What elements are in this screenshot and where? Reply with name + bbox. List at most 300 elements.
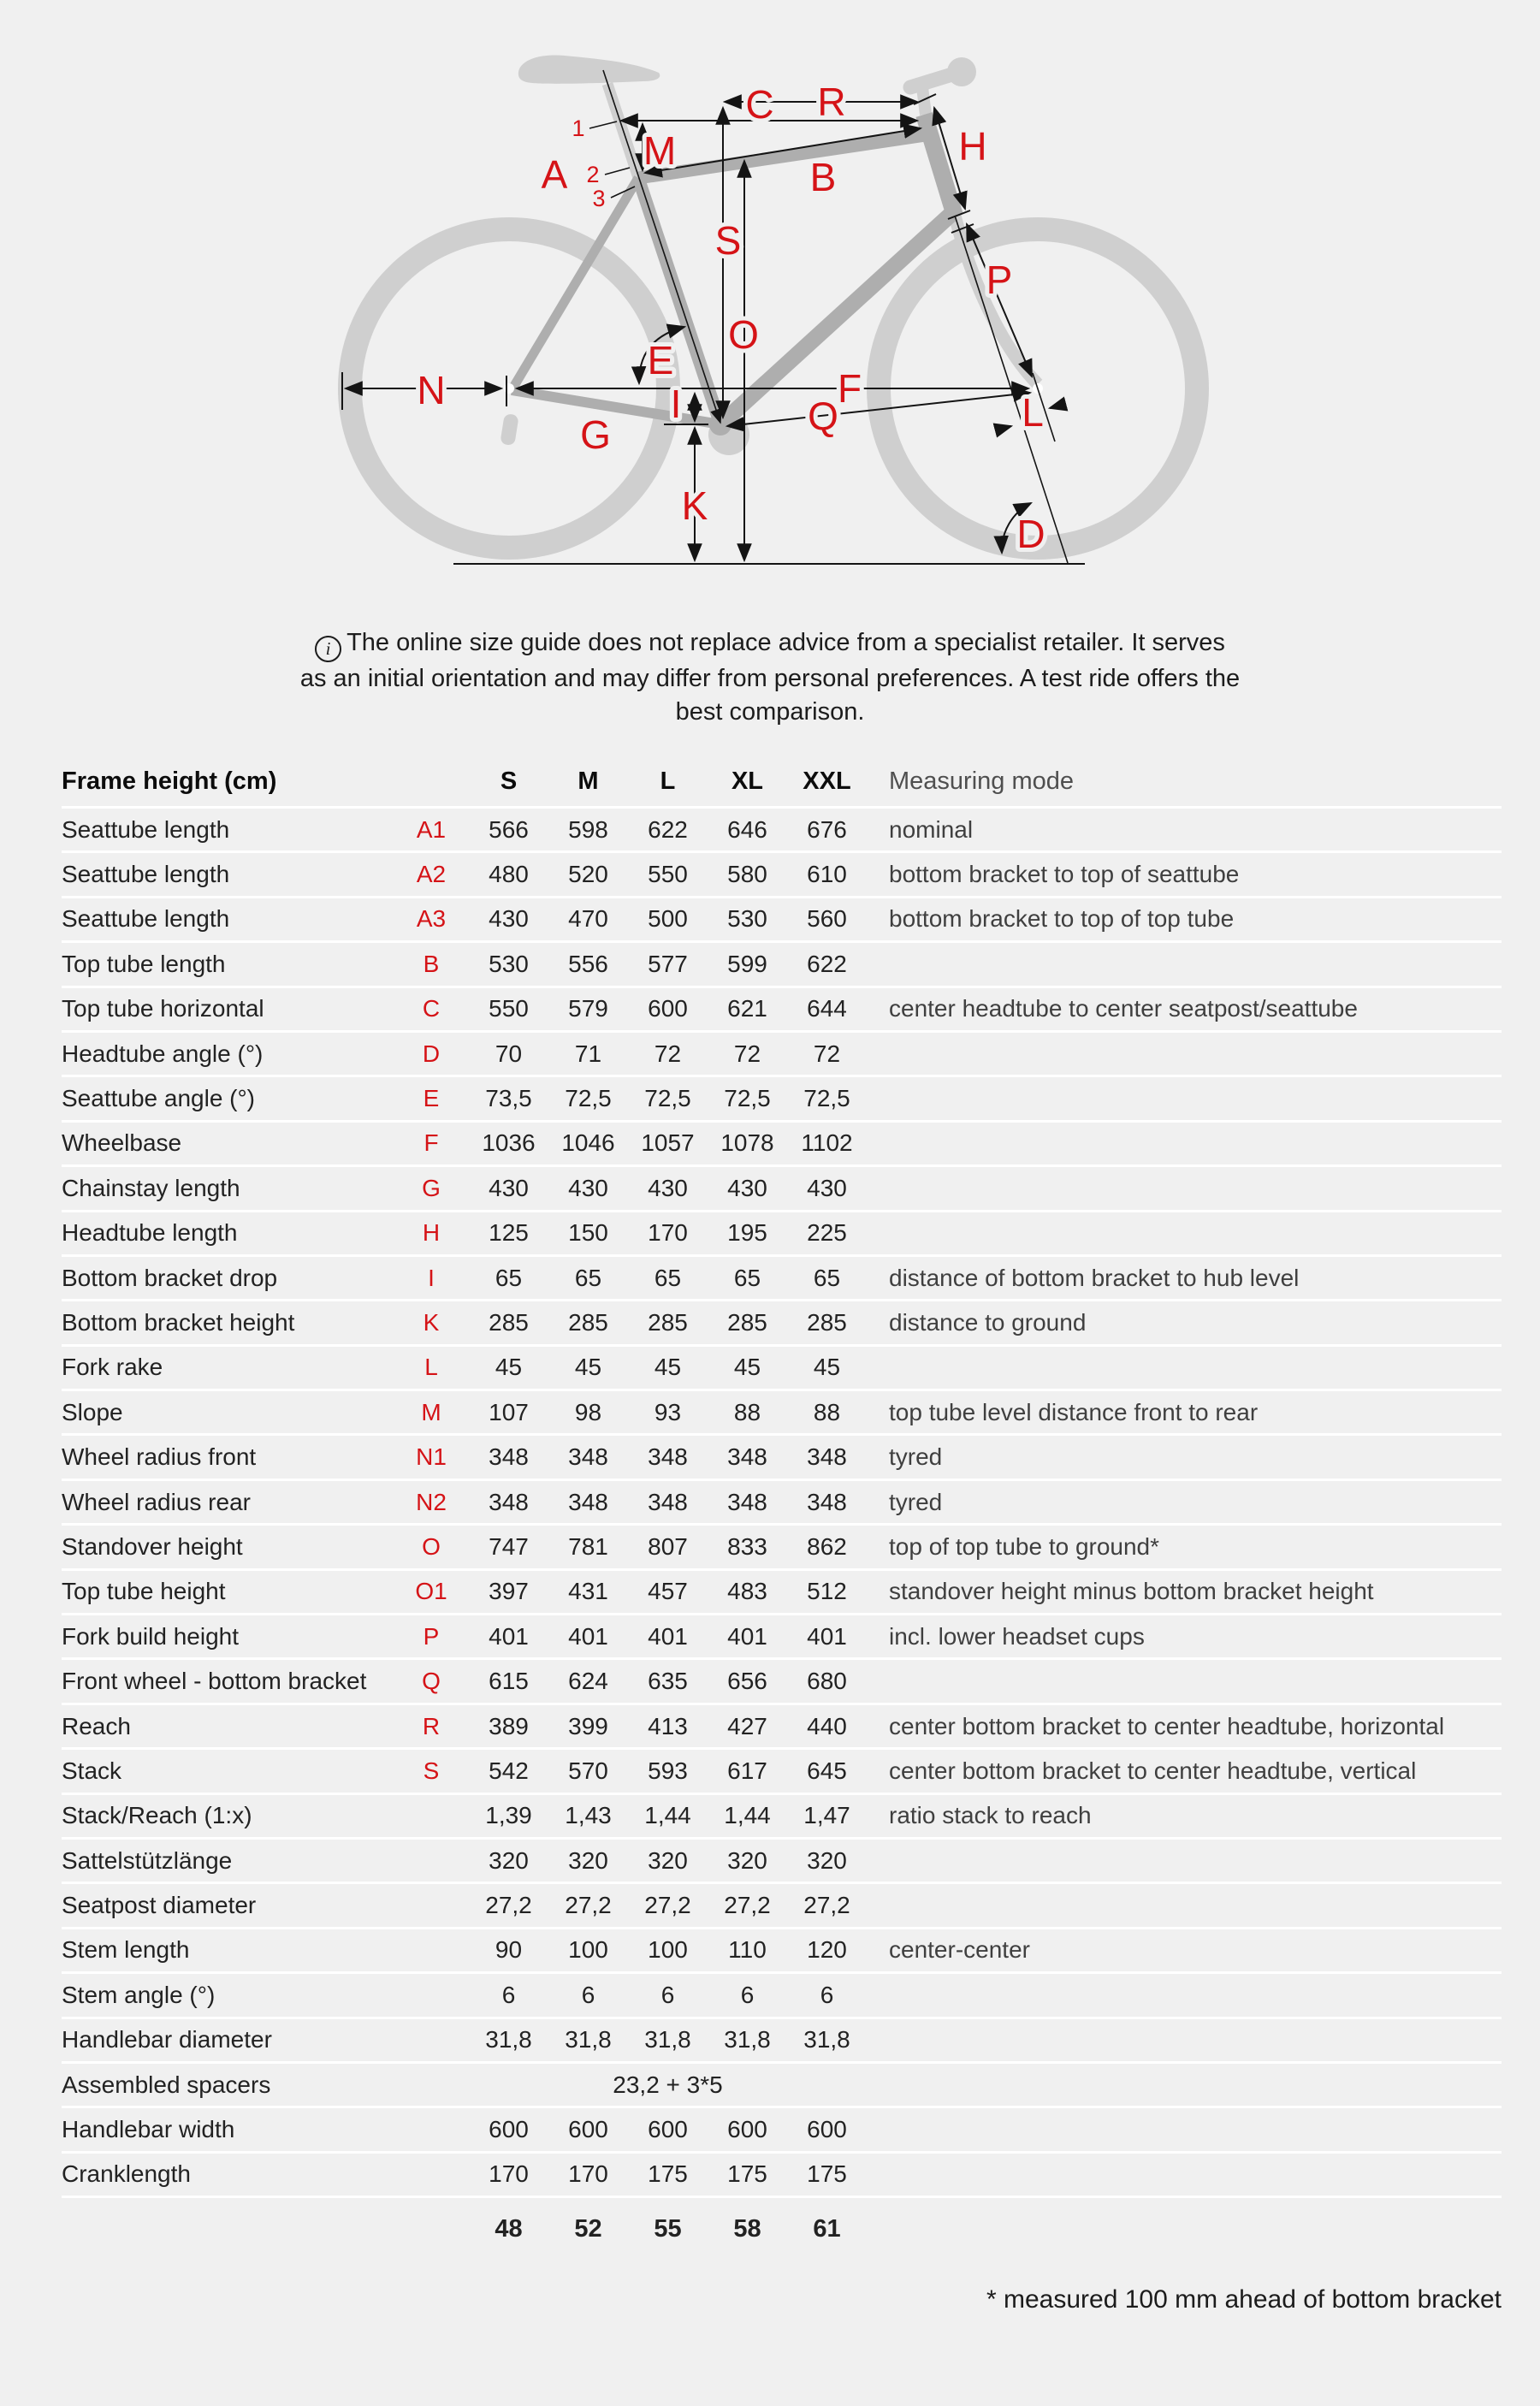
diagram-label-3: 3: [592, 186, 606, 211]
row-letter: R: [422, 1712, 441, 1739]
row-value: 71: [574, 1040, 602, 1067]
row-value: 430: [489, 905, 529, 933]
measurement-footnote: * measured 100 mm ahead of bottom bracket: [986, 2285, 1502, 2314]
row-value: 348: [568, 1443, 608, 1471]
geometry-table-header: [62, 755, 1502, 809]
row-value: 470: [568, 905, 608, 933]
row-value: 72,5: [724, 1085, 771, 1112]
row-value: 862: [807, 1532, 847, 1560]
row-value: 93: [654, 1398, 682, 1425]
row-value: 65: [495, 1264, 523, 1291]
row-value: 512: [807, 1578, 847, 1605]
row-value: 72,5: [803, 1085, 850, 1112]
bike-size-guide-page: [0, 39, 1540, 2406]
row-measuring-mode: standover height minus bottom bracket height: [889, 1578, 1374, 1605]
table-row: [62, 898, 1502, 943]
row-value: 88: [813, 1398, 841, 1425]
row-value: 566: [489, 815, 529, 843]
bike-silhouette: [350, 55, 1197, 548]
row-value: 656: [727, 1668, 767, 1695]
row-value: 617: [727, 1757, 767, 1784]
row-value: 401: [489, 1622, 529, 1650]
dim-L-left: [995, 426, 1011, 430]
row-value: 600: [648, 2116, 688, 2143]
row-value: 600: [489, 2116, 529, 2143]
row-value: 600: [807, 2116, 847, 2143]
row-value: 550: [489, 995, 529, 1022]
row-value: 747: [489, 1532, 529, 1560]
row-value: 430: [489, 1174, 529, 1201]
row-label: Slope: [62, 1398, 123, 1425]
row-value: 635: [648, 1668, 688, 1695]
table-row: [62, 1705, 1502, 1750]
diagram-label-N: N: [417, 368, 446, 412]
row-label: Handlebar diameter: [62, 2026, 272, 2053]
size-header-L: L: [660, 767, 676, 795]
diagram-label-F: F: [837, 366, 862, 411]
row-value: 600: [568, 2116, 608, 2143]
row-value: 27,2: [803, 1892, 850, 1919]
row-value: 542: [489, 1757, 529, 1784]
row-value: 500: [648, 905, 688, 933]
saddle: [518, 55, 660, 83]
row-label: Stem length: [62, 1936, 190, 1964]
row-label: Seattube length: [62, 905, 230, 933]
row-measuring-mode: bottom bracket to top of top tube: [889, 905, 1235, 933]
row-value: 65: [733, 1264, 761, 1291]
size-guide-note: [299, 626, 1241, 729]
head-tube: [924, 115, 955, 216]
table-row: [62, 1167, 1502, 1212]
row-letter: A3: [416, 905, 447, 933]
frame-size-55: 55: [654, 2214, 682, 2243]
row-value: 170: [568, 2160, 608, 2188]
row-measuring-mode: tyred: [889, 1488, 943, 1515]
row-letter: N2: [416, 1488, 447, 1515]
diagram-label-G: G: [580, 412, 611, 457]
row-value: 100: [648, 1936, 688, 1964]
row-value: 1102: [801, 1129, 853, 1157]
row-value: 65: [813, 1264, 841, 1291]
row-label: Wheelbase: [62, 1129, 182, 1157]
row-value: 530: [727, 905, 767, 933]
diagram-label-M: M: [643, 128, 677, 173]
row-value: 70: [495, 1040, 523, 1067]
row-value: 644: [807, 995, 847, 1022]
row-value: 676: [807, 815, 847, 843]
table-row: [62, 1840, 1502, 1884]
diagram-label-O: O: [728, 312, 759, 357]
table-row: [62, 853, 1502, 898]
row-letter: O1: [415, 1578, 447, 1605]
table-row: [62, 1795, 1502, 1840]
row-measuring-mode: incl. lower headset cups: [889, 1622, 1145, 1650]
row-value: 430: [807, 1174, 847, 1201]
row-value: 6: [501, 1981, 516, 2008]
table-row: [62, 1526, 1502, 1570]
row-label: Cranklength: [62, 2160, 191, 2188]
row-letter: L: [424, 1354, 438, 1381]
row-letter: E: [423, 1085, 440, 1112]
row-value: 6: [581, 1981, 595, 2008]
row-letter: B: [423, 950, 440, 977]
row-label: Bottom bracket height: [62, 1308, 295, 1336]
table-row: [62, 2019, 1502, 2064]
row-value: 622: [807, 950, 847, 977]
row-value: 520: [568, 861, 608, 888]
row-value: 680: [807, 1668, 847, 1695]
table-row: [62, 943, 1502, 987]
row-value: 27,2: [565, 1892, 612, 1919]
row-measuring-mode: bottom bracket to top of seattube: [889, 861, 1240, 888]
row-value: 622: [648, 815, 688, 843]
row-value: 430: [568, 1174, 608, 1201]
row-value: 45: [813, 1354, 841, 1381]
row-value: 397: [489, 1578, 529, 1605]
diagram-label-E: E: [647, 338, 674, 382]
row-value: 401: [568, 1622, 608, 1650]
row-measuring-mode: distance of bottom bracket to hub level: [889, 1264, 1300, 1291]
row-value: 110: [728, 1936, 767, 1964]
table-row: [62, 809, 1502, 853]
row-measuring-mode: center headtube to center seatpost/seattube: [889, 995, 1358, 1022]
diagram-label-H: H: [958, 124, 987, 169]
row-value: 556: [568, 950, 608, 977]
row-value: 6: [660, 1981, 675, 2008]
table-row: [62, 1033, 1502, 1077]
row-value: 348: [489, 1443, 529, 1471]
row-value: 65: [574, 1264, 602, 1291]
table-row: [62, 1436, 1502, 1480]
row-value: 530: [489, 950, 529, 977]
table-row: [62, 1301, 1502, 1346]
row-label: Headtube angle (°): [62, 1040, 264, 1067]
row-value: 621: [727, 995, 767, 1022]
geometry-table-body: [62, 809, 1502, 2198]
row-value: 1,44: [724, 1802, 771, 1829]
row-value: 150: [568, 1219, 608, 1247]
row-value: 175: [807, 2160, 847, 2188]
row-label: Headtube length: [62, 1219, 238, 1247]
row-label: Seatpost diameter: [62, 1892, 257, 1919]
row-value: 833: [727, 1532, 767, 1560]
row-value: 431: [568, 1578, 608, 1605]
row-label: Seattube length: [62, 815, 230, 843]
row-value: 72,5: [565, 1085, 612, 1112]
row-measuring-mode: distance to ground: [889, 1308, 1087, 1336]
row-value: 348: [648, 1443, 688, 1471]
table-row: [62, 1347, 1502, 1391]
frame-size-58: 58: [733, 2214, 761, 2243]
dim-B: [645, 128, 921, 173]
row-value: 1,47: [803, 1802, 850, 1829]
row-label: Front wheel - bottom bracket: [62, 1668, 367, 1695]
table-row: [62, 1750, 1502, 1794]
row-value: 320: [568, 1846, 608, 1874]
leader-2: [605, 168, 630, 175]
table-row: [62, 1257, 1502, 1301]
row-value: 610: [807, 861, 847, 888]
row-value: 72: [733, 1040, 761, 1067]
row-value: 1,44: [644, 1802, 691, 1829]
row-value: 125: [489, 1219, 529, 1247]
row-value: 579: [568, 995, 608, 1022]
diagram-label-Q: Q: [808, 394, 838, 438]
row-value: 175: [648, 2160, 688, 2188]
row-letter: F: [424, 1129, 439, 1157]
table-row: [62, 1391, 1502, 1436]
row-value: 45: [574, 1354, 602, 1381]
row-measuring-mode: center bottom bracket to center headtube, vertical: [889, 1757, 1417, 1784]
row-value: 6: [740, 1981, 755, 2008]
row-letter: A2: [416, 861, 447, 888]
table-row: [62, 2154, 1502, 2198]
table-row: [62, 1660, 1502, 1704]
row-value: 285: [807, 1308, 847, 1336]
row-value: 320: [727, 1846, 767, 1874]
row-label: Top tube height: [62, 1578, 226, 1605]
diagram-label-1: 1: [572, 116, 585, 141]
row-value: 577: [648, 950, 688, 977]
row-value: 480: [489, 861, 529, 888]
row-value: 225: [807, 1219, 847, 1247]
row-value: 45: [654, 1354, 682, 1381]
diagram-labels: [417, 80, 1045, 556]
handlebar-drop: [947, 57, 976, 86]
row-value: 100: [568, 1936, 608, 1964]
row-value: 1036: [482, 1129, 536, 1157]
row-label: Handlebar width: [62, 2116, 235, 2143]
row-value: 646: [727, 815, 767, 843]
row-value: 624: [568, 1668, 608, 1695]
row-value: 175: [727, 2160, 767, 2188]
row-measuring-mode: nominal: [889, 815, 974, 843]
rear-derailleur: [500, 413, 518, 446]
geometry-table: [62, 755, 1502, 2260]
row-value: 27,2: [644, 1892, 691, 1919]
row-value: 348: [489, 1488, 529, 1515]
row-value: 31,8: [724, 2026, 771, 2053]
diagram-label-K: K: [681, 483, 708, 528]
row-value: 320: [648, 1846, 688, 1874]
row-label: Stem angle (°): [62, 1981, 216, 2008]
row-value: 1078: [720, 1129, 774, 1157]
row-value: 31,8: [644, 2026, 691, 2053]
row-letter: M: [421, 1398, 441, 1425]
row-value: 88: [733, 1398, 761, 1425]
row-value: 348: [568, 1488, 608, 1515]
table-row: [62, 2064, 1502, 2108]
table-row: [62, 1571, 1502, 1615]
row-value: 31,8: [803, 2026, 850, 2053]
row-value: 600: [727, 2116, 767, 2143]
row-label: Sattelstützlänge: [62, 1846, 233, 1874]
row-value: 440: [807, 1712, 847, 1739]
row-letter: G: [422, 1174, 441, 1201]
bike-geometry-diagram: [325, 39, 1215, 596]
row-value: 348: [727, 1488, 767, 1515]
row-value: 320: [489, 1846, 529, 1874]
row-value: 27,2: [485, 1892, 532, 1919]
row-value: 598: [568, 815, 608, 843]
row-value: 72,5: [644, 1085, 691, 1112]
row-value: 1,43: [565, 1802, 612, 1829]
table-row: [62, 1481, 1502, 1526]
diagram-label-D: D: [1016, 512, 1045, 556]
row-label: Seattube length: [62, 861, 230, 888]
row-value: 600: [648, 995, 688, 1022]
row-value: 65: [654, 1264, 682, 1291]
row-value: 348: [807, 1488, 847, 1515]
row-value: 1,39: [485, 1802, 532, 1829]
diagram-label-R: R: [817, 80, 846, 124]
row-measuring-mode: ratio stack to reach: [889, 1802, 1092, 1829]
row-value: 430: [648, 1174, 688, 1201]
row-label: Fork rake: [62, 1354, 163, 1381]
top-tube: [638, 135, 926, 178]
row-value: 120: [807, 1936, 847, 1964]
row-value: 781: [568, 1532, 608, 1560]
row-value: 98: [574, 1398, 602, 1425]
row-value: 31,8: [485, 2026, 532, 2053]
row-value: 45: [495, 1354, 523, 1381]
row-value: 389: [489, 1712, 529, 1739]
table-row: [62, 1974, 1502, 2018]
dim-L-right: [1050, 404, 1066, 408]
chainstay: [512, 390, 720, 424]
row-letter: K: [423, 1308, 440, 1336]
row-value: 430: [727, 1174, 767, 1201]
row-letter: N1: [416, 1443, 447, 1471]
diagram-label-L: L: [1022, 390, 1044, 435]
row-label: Bottom bracket drop: [62, 1264, 278, 1291]
row-label: Wheel radius front: [62, 1443, 257, 1471]
row-value: 580: [727, 861, 767, 888]
row-value: 570: [568, 1757, 608, 1784]
size-guide-note-text: The online size guide does not replace advice from a specialist retailer. It serves as an initial orientation and may differ from personal preferences. A test ride offers the best comparison.: [299, 629, 1241, 726]
size-header-S: S: [500, 767, 518, 795]
info-icon: i: [315, 636, 341, 662]
row-value: 483: [727, 1578, 767, 1605]
row-label: Stack: [62, 1757, 122, 1784]
row-value: 170: [489, 2160, 529, 2188]
row-letter: P: [423, 1622, 440, 1650]
table-row: [62, 1929, 1502, 1974]
row-value: 401: [807, 1622, 847, 1650]
row-value: 560: [807, 905, 847, 933]
table-row: [62, 1123, 1502, 1167]
row-value: 348: [648, 1488, 688, 1515]
row-letter: O: [422, 1532, 441, 1560]
frame-size-row: [62, 2198, 1502, 2260]
frame-size-52: 52: [574, 2214, 602, 2243]
frame-size-48: 48: [495, 2214, 523, 2243]
row-value: 599: [727, 950, 767, 977]
row-label: Reach: [62, 1712, 131, 1739]
row-value: 90: [495, 1936, 523, 1964]
row-value: 807: [648, 1532, 688, 1560]
row-value: 593: [648, 1757, 688, 1784]
row-value: 72: [813, 1040, 841, 1067]
row-label: Seattube angle (°): [62, 1085, 256, 1112]
table-row: [62, 2108, 1502, 2153]
row-value: 550: [648, 861, 688, 888]
row-value: 285: [489, 1308, 529, 1336]
table-row: [62, 1077, 1502, 1122]
row-measuring-mode: center-center: [889, 1936, 1030, 1964]
row-value: 457: [648, 1578, 688, 1605]
diagram-label-C: C: [745, 82, 774, 127]
row-value: 31,8: [565, 2026, 612, 2053]
row-letter: H: [422, 1219, 441, 1247]
row-value: 348: [807, 1443, 847, 1471]
header-frame-height: Frame height (cm): [62, 767, 277, 795]
row-value: 6: [820, 1981, 834, 2008]
row-measuring-mode: top tube level distance front to rear: [889, 1398, 1259, 1425]
row-letter: S: [423, 1757, 440, 1784]
bottom-bracket: [709, 413, 732, 436]
row-value: 73,5: [485, 1085, 532, 1112]
row-value: 413: [648, 1712, 688, 1739]
row-label: Chainstay length: [62, 1174, 240, 1201]
row-value: 645: [807, 1757, 847, 1784]
diagram-label-S: S: [714, 218, 742, 263]
row-label: Fork build height: [62, 1622, 240, 1650]
table-row: [62, 1615, 1502, 1660]
row-value: 27,2: [724, 1892, 771, 1919]
row-value: 285: [648, 1308, 688, 1336]
row-letter: Q: [422, 1668, 441, 1695]
diagram-label-I: I: [670, 382, 682, 426]
row-label: Assembled spacers: [62, 2071, 271, 2098]
table-row: [62, 1212, 1502, 1257]
row-value: 1057: [641, 1129, 695, 1157]
row-value: 170: [648, 1219, 688, 1247]
row-value: 615: [489, 1668, 529, 1695]
row-letter: A1: [416, 815, 447, 843]
row-value: 401: [648, 1622, 688, 1650]
row-label: Top tube length: [62, 950, 226, 977]
size-header-XL: XL: [731, 767, 764, 795]
diagram-label-P: P: [986, 258, 1013, 302]
leader-1: [589, 121, 617, 128]
bike-diagram-svg: [325, 39, 1215, 596]
frame-size-61: 61: [813, 2214, 841, 2243]
row-measuring-mode: tyred: [889, 1443, 943, 1471]
row-measuring-mode: center bottom bracket to center headtube, horizontal: [889, 1712, 1445, 1739]
row-value: 320: [807, 1846, 847, 1874]
row-value: 107: [489, 1398, 529, 1425]
row-label: Top tube horizontal: [62, 995, 264, 1022]
size-header-M: M: [578, 767, 599, 795]
diagram-label-2: 2: [586, 162, 600, 187]
row-value: 399: [568, 1712, 608, 1739]
table-row: [62, 1884, 1502, 1929]
row-measuring-mode: top of top tube to ground*: [889, 1532, 1160, 1560]
row-letter: I: [428, 1264, 435, 1291]
diagram-label-A: A: [541, 152, 568, 197]
rear-hub: [504, 383, 514, 394]
row-value: 401: [727, 1622, 767, 1650]
row-value: 427: [727, 1712, 767, 1739]
table-row: [62, 988, 1502, 1033]
row-letter: C: [422, 995, 441, 1022]
row-label: Stack/Reach (1:x): [62, 1802, 252, 1829]
size-header-XXL: XXL: [803, 767, 851, 795]
row-value: 285: [727, 1308, 767, 1336]
row-letter: D: [422, 1040, 441, 1067]
row-value: 285: [568, 1308, 608, 1336]
